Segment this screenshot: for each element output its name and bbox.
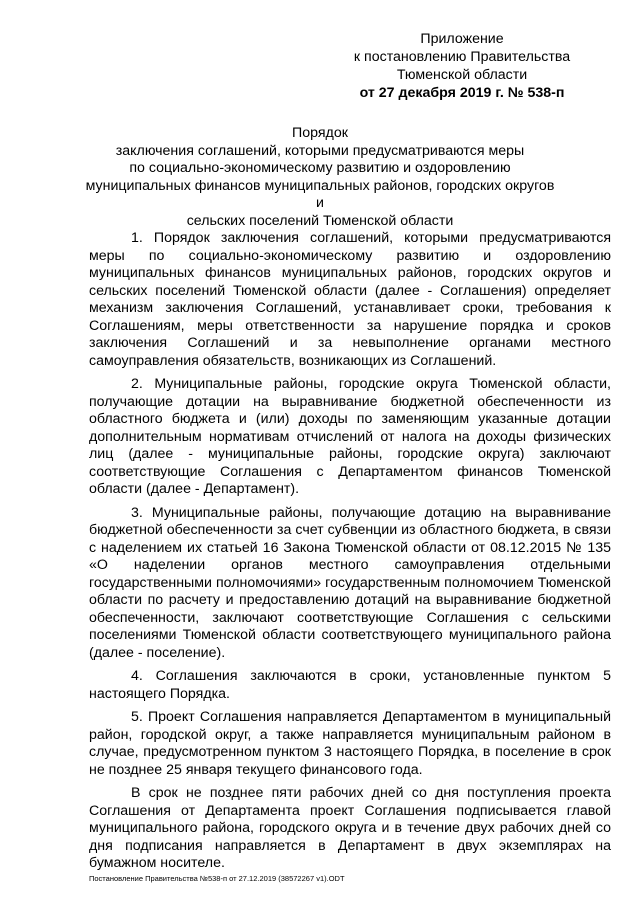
paragraph-4: 4. Соглашения заключаются в сроки, установленные пунктом 5 настоящего Порядка. xyxy=(89,668,611,702)
paragraph-1: 1. Порядок заключения соглашений, которыми предусматриваются меры по социально-экономическому развитию и оздоровлению муниципальных финансов муниципальных районов, городских округов и сельских поселений Тюменской области (далее - Соглашения) определяет механизм заключения Соглашений, устанавливает сроки, требования к Соглашениям, меры ответственности за нарушение порядка и сроков заключения Соглашений и за невыполнение органами местного самоуправления обязательств, возникающих из Соглашений. xyxy=(89,230,611,369)
title-line-5: сельских поселений Тюменской области xyxy=(186,212,454,229)
appendix-label: Приложение xyxy=(420,31,504,47)
paragraph-3: 3. Муниципальные районы, получающие дотацию на выравнивание бюджетной обеспеченности за счет субвенции из областного бюджета, в связи с наделением их статьей 16 Закона Тюменской области от 08.12.2015 № 135 «О наделении органов местного самоуправления отдельными государственными полномочиями» государственным полномочием Тюменской области по расчету и предоставлению дотаций на выравнивание бюджетной обеспеченности, заключают соответствующие Соглашения с сельскими поселениями Тюменской области соответствующего муниципального района (далее - поселение). xyxy=(89,504,611,661)
appendix-resolution: к постановлению Правительства xyxy=(353,49,571,65)
document-footer: Постановление Правительства №538-п от 27.12.2019 (38572267 v1).ODT xyxy=(89,874,345,883)
appendix-region: Тюменской области xyxy=(396,67,528,83)
document-body xyxy=(89,230,611,879)
title-line-3: по социально-экономическому развитию и оздоровлению xyxy=(129,160,511,176)
title-line-4: муниципальных финансов муниципальных районов, городских округов и xyxy=(85,177,555,211)
document-title xyxy=(80,125,560,230)
paragraph-2: 2. Муниципальные районы, городские округа Тюменской области, получающие дотации на выравнивание бюджетной обеспеченности из областного бюджета и (или) доходы по заменяющим указанные дотации дополнительным нормативам отчислений от налога на доходы физических лиц (далее - муниципальные районы, городские округа) заключают соответствующие Соглашения с Департаментом финансов Тюменской области (далее - Департамент). xyxy=(89,376,611,497)
title-line-2: заключения соглашений, которыми предусматриваются меры xyxy=(115,142,525,159)
title-line-1: Порядок xyxy=(292,125,348,141)
paragraph-5: 5. Проект Соглашения направляется Департаментом в муниципальный район, городской округ, а также направляется муниципальным районом в случае, предусмотренном пунктом 3 настоящего Порядка, в поселение в срок не позднее 25 января текущего финансового года. xyxy=(89,709,611,778)
appendix-header xyxy=(332,30,592,102)
appendix-date-number: от 27 декабря 2019 г. № 538-п xyxy=(359,85,565,101)
paragraph-6: В срок не позднее пяти рабочих дней со дня поступления проекта Соглашения от Департамента проект Соглашения подписывается главой муниципального района, городского округа и в течение двух рабочих дней со дня подписания направляется в Департамент в двух экземплярах на бумажном носителе. xyxy=(89,785,611,871)
